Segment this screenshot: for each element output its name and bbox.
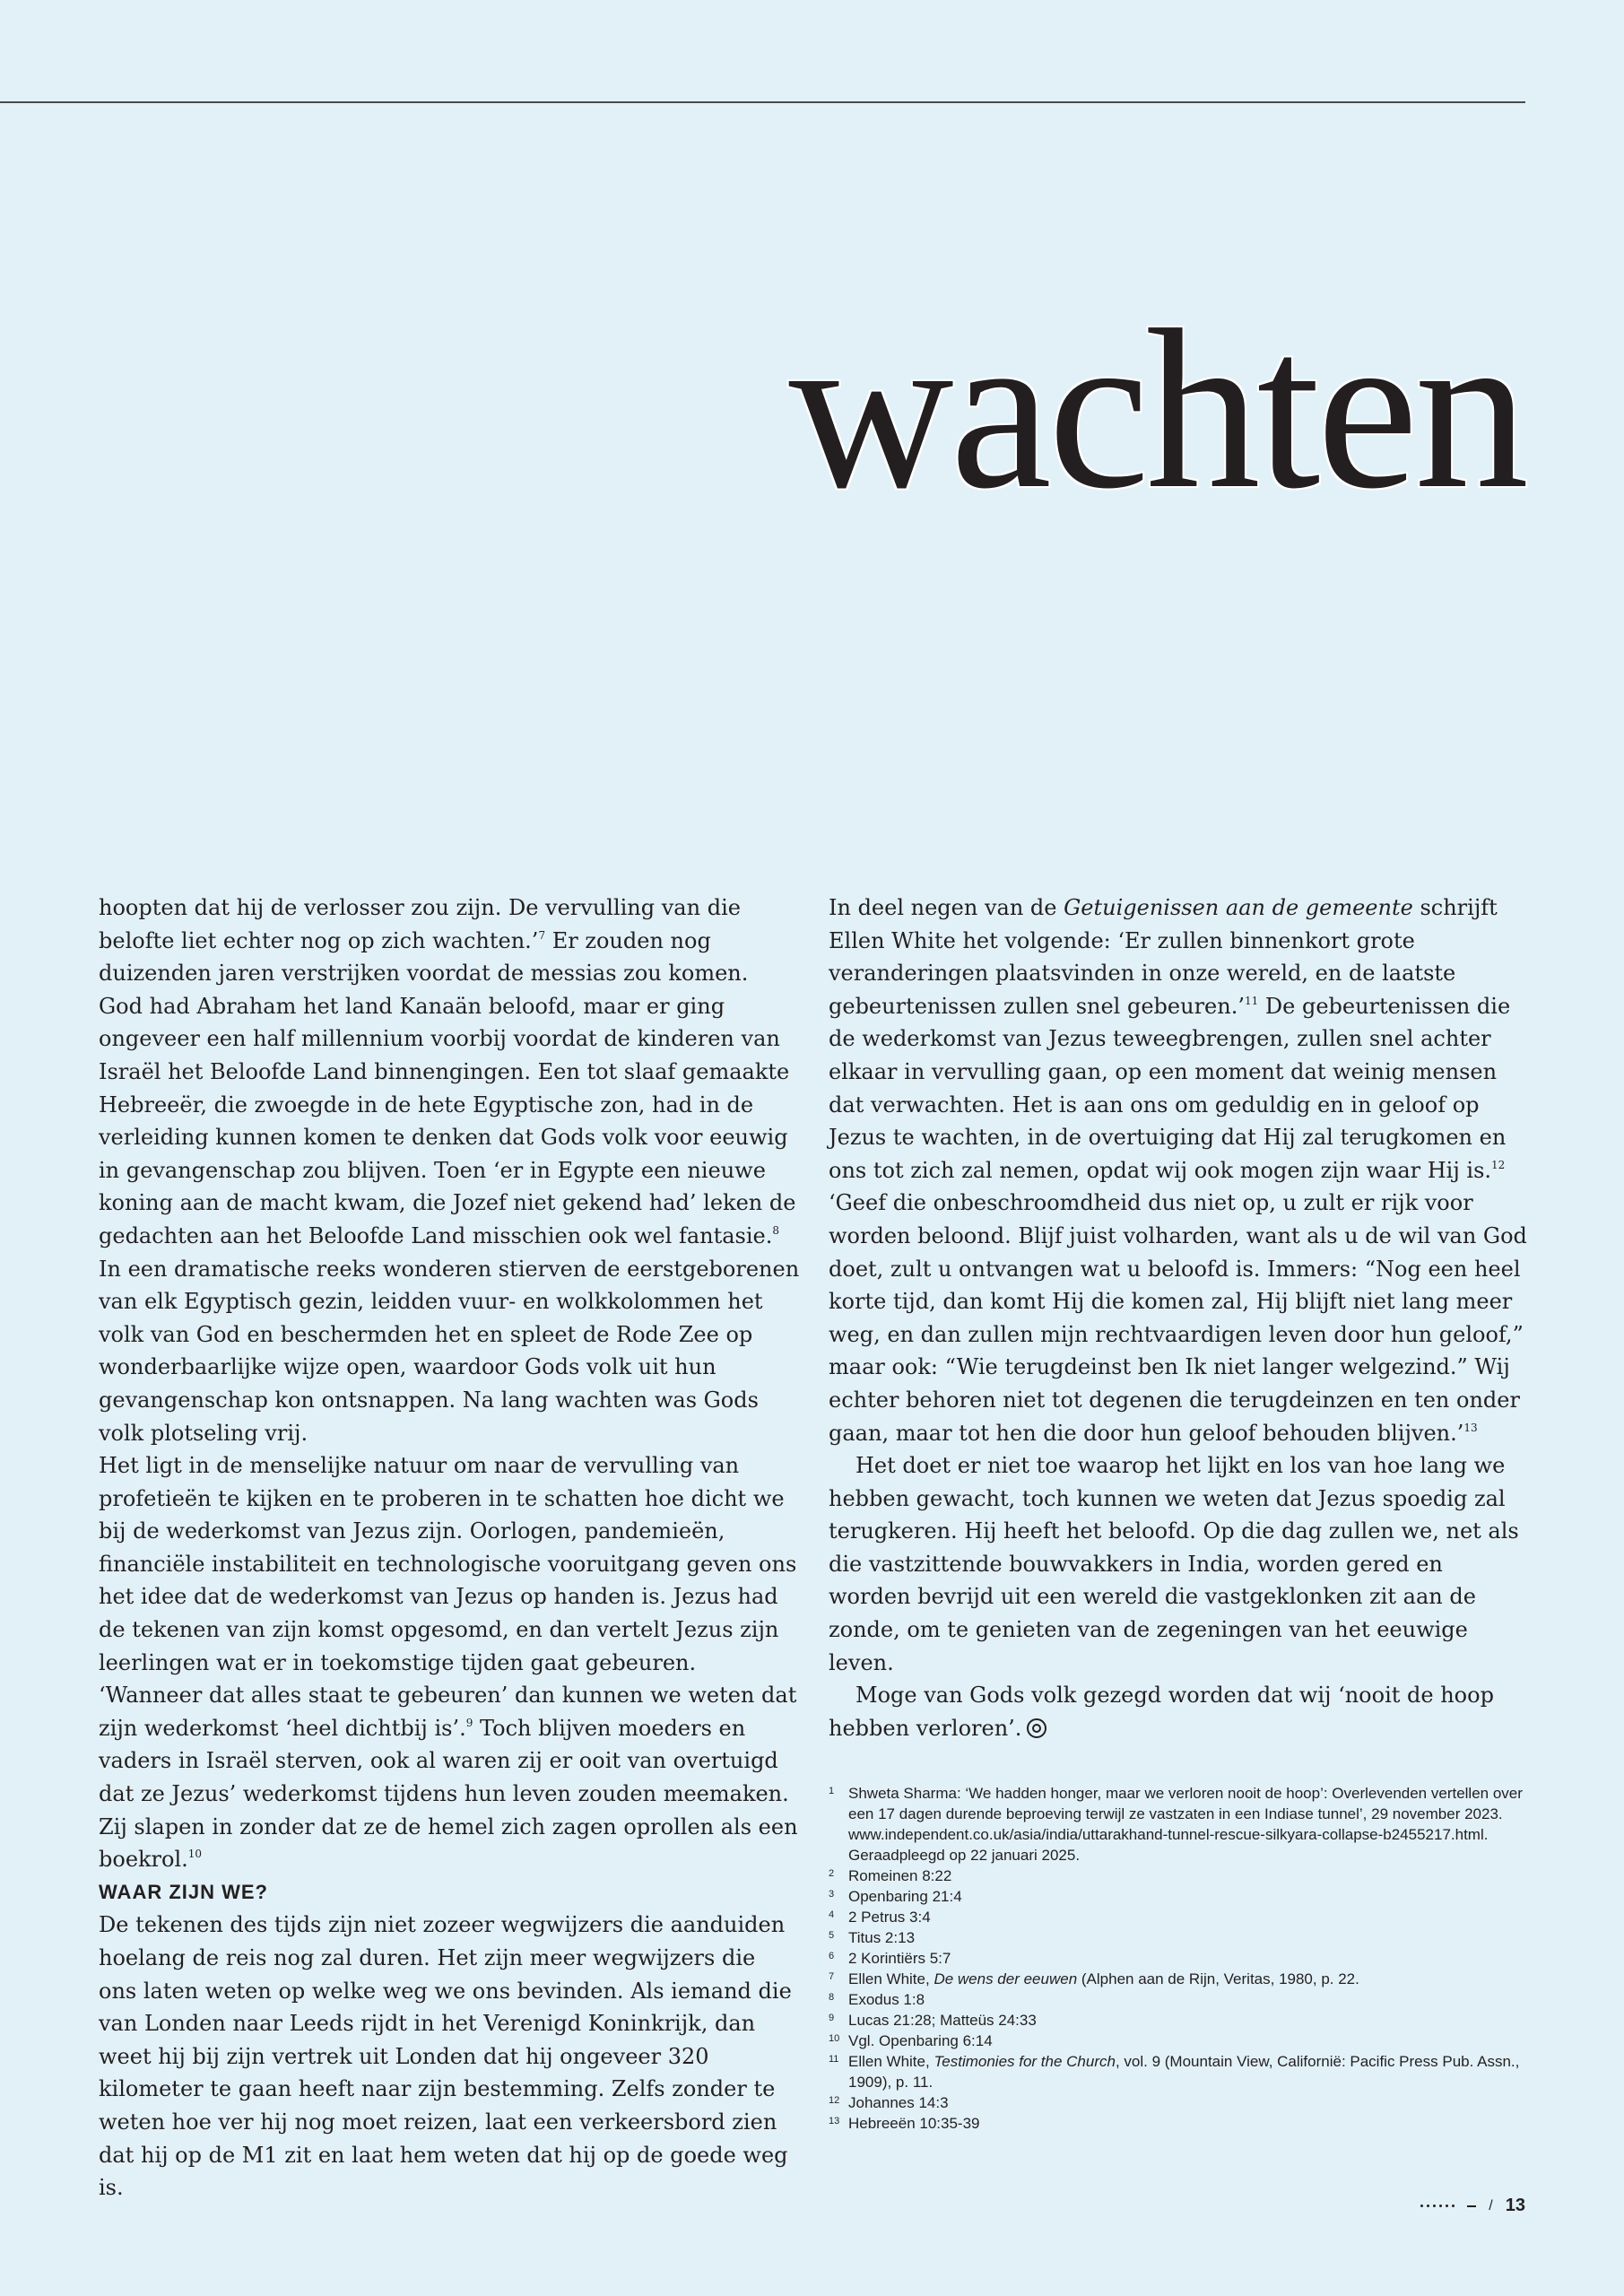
footnote-number: 7 <box>829 1971 835 1982</box>
footnote-item: 12 Johannes 14:3 <box>829 2092 1528 2113</box>
page-number: 13 <box>1505 2196 1525 2215</box>
footnote-number: 3 <box>829 1889 835 1900</box>
footnote-item: 9 Lucas 21:28; Matteüs 24:33 <box>829 2010 1528 2031</box>
footnotes <box>829 1783 1528 2134</box>
footnote-number: 4 <box>829 1909 835 1920</box>
footnote-item: 2 Romeinen 8:22 <box>829 1866 1528 1886</box>
footnote-number: 13 <box>829 2116 840 2126</box>
footnote-number: 8 <box>829 1992 835 2003</box>
footnote-item: 10 Vgl. Openbaring 6:14 <box>829 2031 1528 2051</box>
paragraph: hoopten dat hij de verlosser zou zijn. De vervulling van die belofte liet echter nog op zich wachten.’$^7$ Er zouden nog duizenden jaren verstrijken voordat de messias zou komen. <box>99 895 749 987</box>
paragraph: Het ligt in de menselijke natuur om naar de vervulling van profetieën te kijken en te proberen in te schatten hoe dicht we bij de wederkomst van Jezus zijn. Oorlogen, pandemieën, financiële instabiliteit en technologische vooruitgang geven ons het idee dat de wederkomst van Jezus op handen is. Jezus had de tekenen van zijn komst opgesomd, en dan vertelt Jezus zijn leerlingen wat er in toekomstige tijden gaat gebeuren. ‘Wanneer dat alles staat te gebeuren’ dan kunnen we weten dat zijn wederkomst ‘heel dichtbij is’.$^9$ Toch blijven moeders en vaders in Israël sterven, ook al waren zij er ooit van overtuigd dat ze Jezus’ wederkomst tijdens hun leven zouden meemaken. Zij slapen in zonder dat ze de hemel zich zagen oprollen als een boekrol.$^{10}$ <box>99 1453 798 1873</box>
footnote-item: 13 Hebreeën 10:35-39 <box>829 2113 1528 2134</box>
top-rule <box>0 101 1525 103</box>
footnote-item: 8 Exodus 1:8 <box>829 1989 1528 2010</box>
footnote-ref[interactable]: 12 <box>1491 1158 1506 1171</box>
footnote-item: 1 Shweta Sharma: ‘We hadden honger, maar we verloren nooit de hoop’: Overlevenden vertellen over een 17 dagen durende beproeving terwijl ze vastzaten in een Indiase tunnel’, 29 november 2023. www.independent.co.uk/asia/india/uttarakhand-tunnel-rescue-silkyara-collapse-b2455217.html. Geraadpleegd op 22 januari 2025. <box>829 1783 1528 1866</box>
footnote-ref[interactable]: 9 <box>465 1716 473 1729</box>
footnote-number: 11 <box>829 2054 839 2065</box>
section-heading: WAAR ZIJN WE? <box>99 1880 268 1903</box>
paragraph: ‘Geef die onbeschroomdheid dus niet op, u zult er rijk voor worden beloond. Blijf juist volharden, want als u de wil van God doet, zult u ontvangen wat u beloofd is. Immers: “Nog een heel korte tijd, dan komt Hij die komen zal, Hij blijft niet lang meer weg, en dan zullen mijn rechtvaardigen leven door hun geloof,” maar ook: “Wie terugdeinst ben Ik niet langer welgezind.” Wij echter behoren niet tot degenen die terugdeinzen en ten onder gaan, maar tot hen die door hun geloof behouden blijven.’$^{13}$ <box>829 1190 1527 1446</box>
footnote-item: 6 2 Korintiërs 5:7 <box>829 1948 1528 1969</box>
footnote-number: 10 <box>829 2033 840 2044</box>
paragraph: God had Abraham het land Kanaän beloofd, maar er ging ongeveer een half millennium voorbij voordat de kinderen van Israël het Beloofde Land binnengingen. Een tot slaaf gemaakte Hebreeër, die zwoegde in de hete Egyptische zon, had in de verleiding kunnen komen te denken dat Gods volk voor eeuwig in gevangenschap zou blijven. Toen ‘er in Egypte een nieuwe koning aan de macht kwam, die Jozef niet gekend had’ leken de gedachten aan het Beloofde Land misschien ook wel fantasie.$^8$ In een dramatische reeks wonderen stierven de eerstgeborenen van elk Egyptisch gezin, leidden vuur- en wolkkolommen het volk van God en beschermden het en spleet de Rode Zee op wonderbaarlijke wijze open, waardoor Gods volk uit hun gevangenschap kon ontsnappen. Na lang wachten was Gods volk plotseling vrij. <box>99 993 800 1446</box>
footnote-number: 9 <box>829 2013 835 2023</box>
paragraph: Moge van Gods volk gezegd worden dat wij ‘nooit de hoop hebben verloren’. <box>829 1683 1494 1741</box>
footnote-number: 12 <box>829 2095 840 2106</box>
footnote-ref[interactable]: 7 <box>538 928 546 942</box>
footnote-item: 11 Ellen White, Testimonies for the Church, vol. 9 (Mountain View, Californië: Pacific Press Pub. Assn., 1909), p. 11. <box>829 2051 1528 2092</box>
footnote-item: 7 Ellen White, De wens der eeuwen (Alphen aan de Rijn, Veritas, 1980, p. 22. <box>829 1969 1528 1989</box>
footnote-ref[interactable]: 11 <box>1244 994 1259 1007</box>
paragraph: Het doet er niet toe waarop het lijkt en los van hoe lang we hebben gewacht, toch kunnen we weten dat Jezus spoedig zal terugkeren. Hij heeft het beloofd. Op die dag zullen we, net als die vastzittende bouwvakkers in India, worden gered en worden bevrijd uit een wereld die vastgeklonken zit aan de zonde, om te genieten van de zegeningen van het eeuwige leven. <box>829 1453 1519 1675</box>
footnote-ref[interactable]: 10 <box>187 1848 203 1861</box>
end-mark-icon <box>1027 1718 1046 1738</box>
footnote-ref[interactable]: 13 <box>1463 1421 1478 1434</box>
footnote-item: 3 Openbaring 21:4 <box>829 1886 1528 1907</box>
footnote-item: 5 Titus 2:13 <box>829 1927 1528 1948</box>
slash-icon: / <box>1489 2197 1493 2213</box>
footnote-item: 4 2 Petrus 3:4 <box>829 1907 1528 1927</box>
dots-icon <box>1420 2205 1455 2207</box>
left-column <box>99 891 800 2205</box>
dash-icon <box>1467 2205 1476 2207</box>
paragraph: In deel negen van de Getuigenissen aan de gemeente schrijft Ellen White het volgende: ‘Er zullen binnenkort grote veranderingen plaatsvinden in onze wereld, en de laatste gebeurtenissen zullen snel gebeuren.’$^{11}$ De gebeurtenissen die de wederkomst van Jezus teweegbrengen, zullen snel achter elkaar in vervulling gaan, op een moment dat weinig mensen dat verwachten. Het is aan ons om geduldig en in geloof op Jezus te wachten, in de overtuiging dat Hij zal terugkomen en ons tot zich zal nemen, opdat wij ook mogen zijn waar Hij is.$^{12}$ <box>829 895 1511 1183</box>
footnote-number: 1 <box>829 1786 835 1796</box>
footnote-ref[interactable]: 8 <box>772 1223 780 1237</box>
paragraph: De tekenen des tijds zijn niet zozeer wegwijzers die aanduiden hoelang de reis nog zal duren. Het zijn meer wegwijzers die ons laten weten op welke weg we ons bevinden. Als iemand die van Londen naar Leeds rijdt in het Verenigd Koninkrijk, dan weet hij bij zijn vertrek uit Londen dat hij ongeveer 320 kilometer te gaan heeft naar zijn bestemming. Zelfs zonder te weten hoe ver hij nog moet reizen, laat een verkeersbord zien dat hij op de M1 zit en laat hem weten dat hij op de goede weg is. <box>99 1912 792 2201</box>
folio <box>1363 2196 1525 2216</box>
right-column <box>829 891 1530 1744</box>
footnote-number: 5 <box>829 1930 835 1941</box>
headline: wachten <box>788 283 1525 536</box>
footnote-number: 6 <box>829 1951 835 1961</box>
footnote-number: 2 <box>829 1868 835 1879</box>
